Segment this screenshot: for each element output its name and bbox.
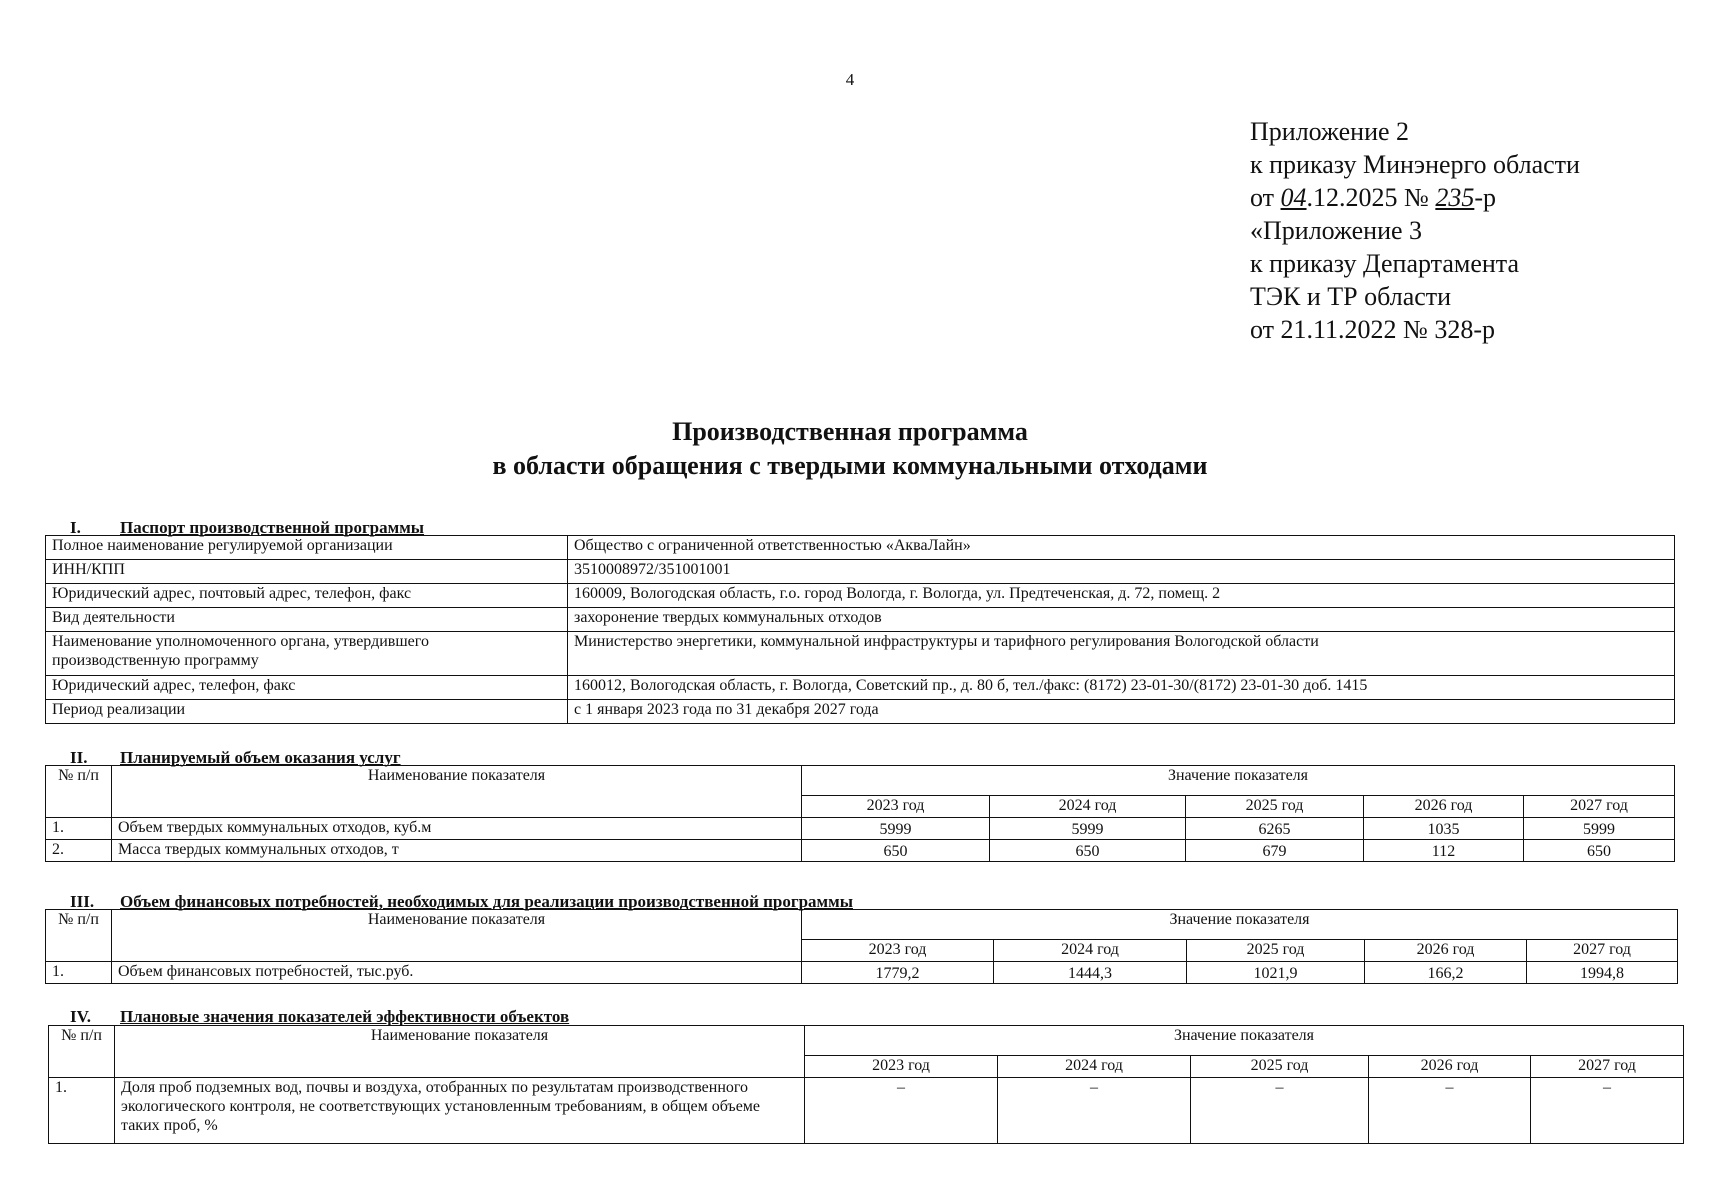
order-date-line: от 04.12.2025 № 235-р: [1250, 183, 1497, 212]
handwritten-order-number: 235: [1435, 183, 1475, 212]
appendix-line: к приказу Департамента: [1250, 249, 1520, 278]
table-header-row: № п/п Наименование показателя Значение показателя: [46, 766, 1675, 796]
table-header-row: 2023 год 2024 год 2025 год 2026 год 2027 год: [46, 940, 1678, 962]
appendix-block: [1250, 115, 1580, 346]
section-3-heading: III. Объем финансовых потребностей, необходимых для реализации производственной программы: [70, 892, 853, 911]
services-volume-table: [45, 765, 1675, 862]
table-row: Вид деятельности захоронение твердых коммунальных отходов: [46, 608, 1675, 632]
financial-needs-table: [45, 909, 1678, 984]
section-4-heading: IV. Плановые значения показателей эффективности объектов: [70, 1007, 570, 1026]
appendix-line: ТЭК и ТР области: [1250, 282, 1452, 311]
appendix-line: «Приложение 3: [1250, 216, 1423, 245]
appendix-line: от 21.11.2022 № 328-р: [1250, 315, 1496, 344]
table-row: 2. Масса твердых коммунальных отходов, т 650 650 679 112 650: [46, 840, 1675, 862]
table-row: Наименование уполномоченного органа, утвердившего производственную программу Министерство энергетики, коммунальной инфраструктуры и тарифного регулирования Вологодской области: [46, 632, 1675, 676]
section-1-heading: I. Паспорт производственной программы: [70, 518, 425, 537]
table-header-row: № п/п Наименование показателя Значение показателя: [49, 1026, 1684, 1056]
table-row: Полное наименование регулируемой организации Общество с ограниченной ответственностью «АкваЛайн»: [46, 536, 1675, 560]
passport-table: [45, 535, 1675, 724]
table-header-row: 2023 год 2024 год 2025 год 2026 год 2027 год: [46, 796, 1675, 818]
table-row: Юридический адрес, почтовый адрес, телефон, факс 160009, Вологодская область, г.о. город Вологда, г. Вологда, ул. Предтеченская, д. 72, помещ. 2: [46, 584, 1675, 608]
table-header-row: № п/п Наименование показателя Значение показателя: [46, 910, 1678, 940]
handwritten-day: 04: [1280, 183, 1307, 212]
appendix-line: Приложение 2: [1250, 117, 1410, 146]
table-row: 1. Объем финансовых потребностей, тыс.руб. 1779,2 1444,3 1021,9 166,2 1994,8: [46, 962, 1678, 984]
efficiency-table: [48, 1025, 1684, 1144]
table-row: ИНН/КПП 3510008972/351001001: [46, 560, 1675, 584]
document-title: Производственная программа в области обращения с твердыми коммунальными отходами: [492, 417, 1208, 480]
page-number: 4: [845, 70, 855, 89]
table-row: Период реализации с 1 января 2023 года по 31 декабря 2027 года: [46, 700, 1675, 724]
table-header-row: 2023 год 2024 год 2025 год 2026 год 2027 год: [49, 1056, 1684, 1078]
appendix-line: к приказу Минэнерго области: [1250, 150, 1580, 179]
table-row: 1. Объем твердых коммунальных отходов, куб.м 5999 5999 6265 1035 5999: [46, 818, 1675, 840]
table-row: Юридический адрес, телефон, факс 160012, Вологодская область, г. Вологда, Советский пр., д. 80 б, тел./факс: (8172) 23-01-30/(8172) 23-01-30 доб. 1415: [46, 676, 1675, 700]
section-2-heading: II. Планируемый объем оказания услуг: [70, 748, 401, 767]
table-row: 1. Доля проб подземных вод, почвы и воздуха, отобранных по результатам производственного экологического контроля, не соответствующих установленным требованиям, в общем объеме таких проб, % – – – – –: [49, 1078, 1684, 1144]
